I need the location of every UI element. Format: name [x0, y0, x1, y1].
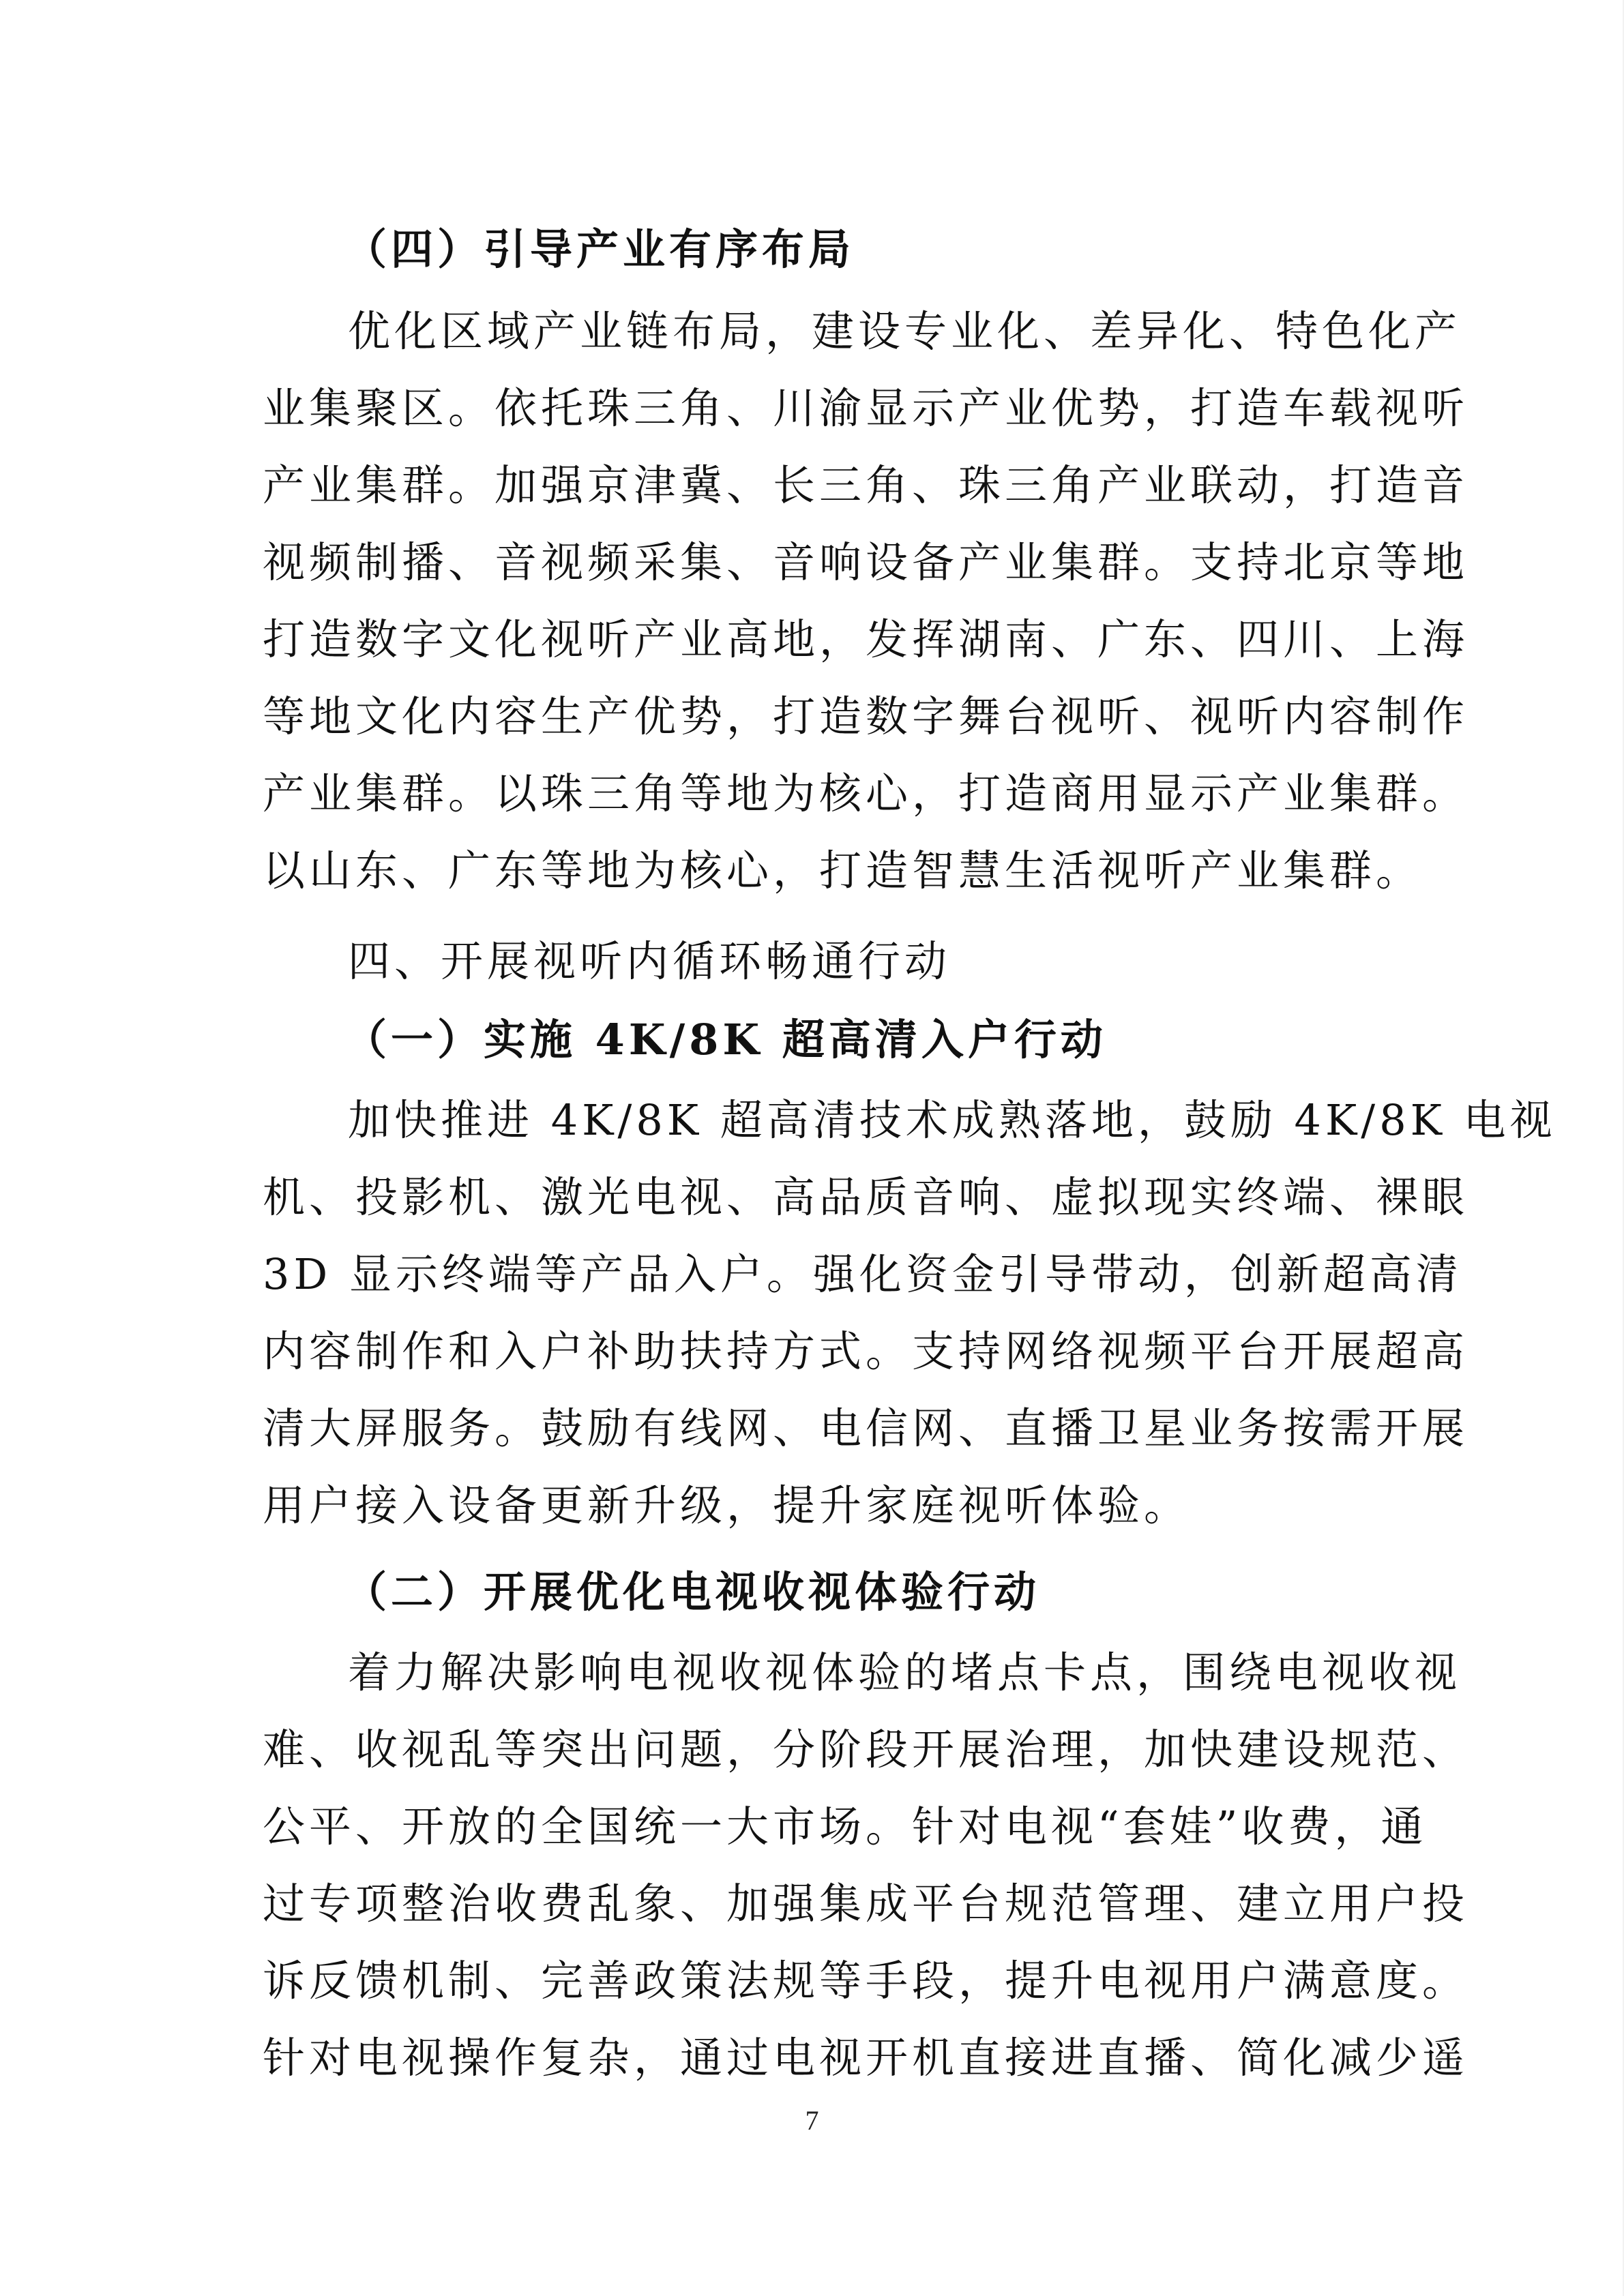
paragraph-line: 难、收视乱等突出问题，分阶段开展治理，加快建设规范、	[263, 1725, 1469, 1774]
paragraph-line: 内容制作和入户补助扶持方式。支持网络视频平台开展超高	[263, 1326, 1469, 1376]
paragraph-line: 加快推进 4K/8K 超高清技术成熟落地，鼓励 4K/8K 电视	[348, 1095, 1556, 1145]
paragraph-line: 视频制播、音视频采集、音响设备产业集群。支持北京等地	[263, 537, 1469, 587]
paragraph-line: 优化区域产业链布局，建设专业化、差异化、特色化产	[348, 306, 1462, 356]
paragraph-line: 产业集群。加强京津冀、长三角、珠三角产业联动，打造音	[263, 460, 1469, 510]
paragraph-line: 机、投影机、激光电视、高品质音响、虚拟现实终端、裸眼	[263, 1172, 1469, 1222]
paragraph-line: 清大屏服务。鼓励有线网、电信网、直播卫星业务按需开展	[263, 1403, 1469, 1453]
paragraph-line: 3D 显示终端等产品入户。强化资金引导带动，创新超高清	[263, 1249, 1462, 1299]
paragraph-line: 针对电视操作复杂，通过电视开机直接进直播、简化减少遥	[263, 2033, 1469, 2083]
heading-4k8k-action: （一）实施 4K/8K 超高清入户行动	[344, 1015, 1107, 1064]
paragraph-line: 诉反馈机制、完善政策法规等手段，提升电视用户满意度。	[263, 1956, 1469, 2006]
paragraph-line: 打造数字文化视听产业高地，发挥湖南、广东、四川、上海	[263, 614, 1469, 664]
paragraph-line: 过专项整治收费乱象、加强集成平台规范管理、建立用户投	[263, 1879, 1469, 1928]
paragraph-line: 以山东、广东等地为核心，打造智慧生活视听产业集群。	[263, 846, 1423, 895]
paragraph-line: 业集聚区。依托珠三角、川渝显示产业优势，打造车载视听	[263, 383, 1469, 433]
page-number: 7	[805, 2105, 819, 2136]
paragraph-line: 产业集群。以珠三角等地为核心，打造商用显示产业集群。	[263, 769, 1469, 818]
paragraph-line: 用户接入设备更新升级，提升家庭视听体验。	[263, 1480, 1191, 1530]
heading-chapter-four: 四、开展视听内循环畅通行动	[348, 936, 951, 986]
heading-tv-experience-action: （二）开展优化电视收视体验行动	[344, 1567, 1041, 1617]
heading-guide-industry-layout: （四）引导产业有序布局	[344, 224, 855, 274]
paragraph-line: 着力解决影响电视收视体验的堵点卡点，围绕电视收视	[348, 1648, 1462, 1697]
paragraph-line: 等地文化内容生产优势，打造数字舞台视听、视听内容制作	[263, 691, 1469, 741]
paragraph-line: 公平、开放的全国统一大市场。针对电视“套娃”收费，通	[263, 1802, 1428, 1851]
